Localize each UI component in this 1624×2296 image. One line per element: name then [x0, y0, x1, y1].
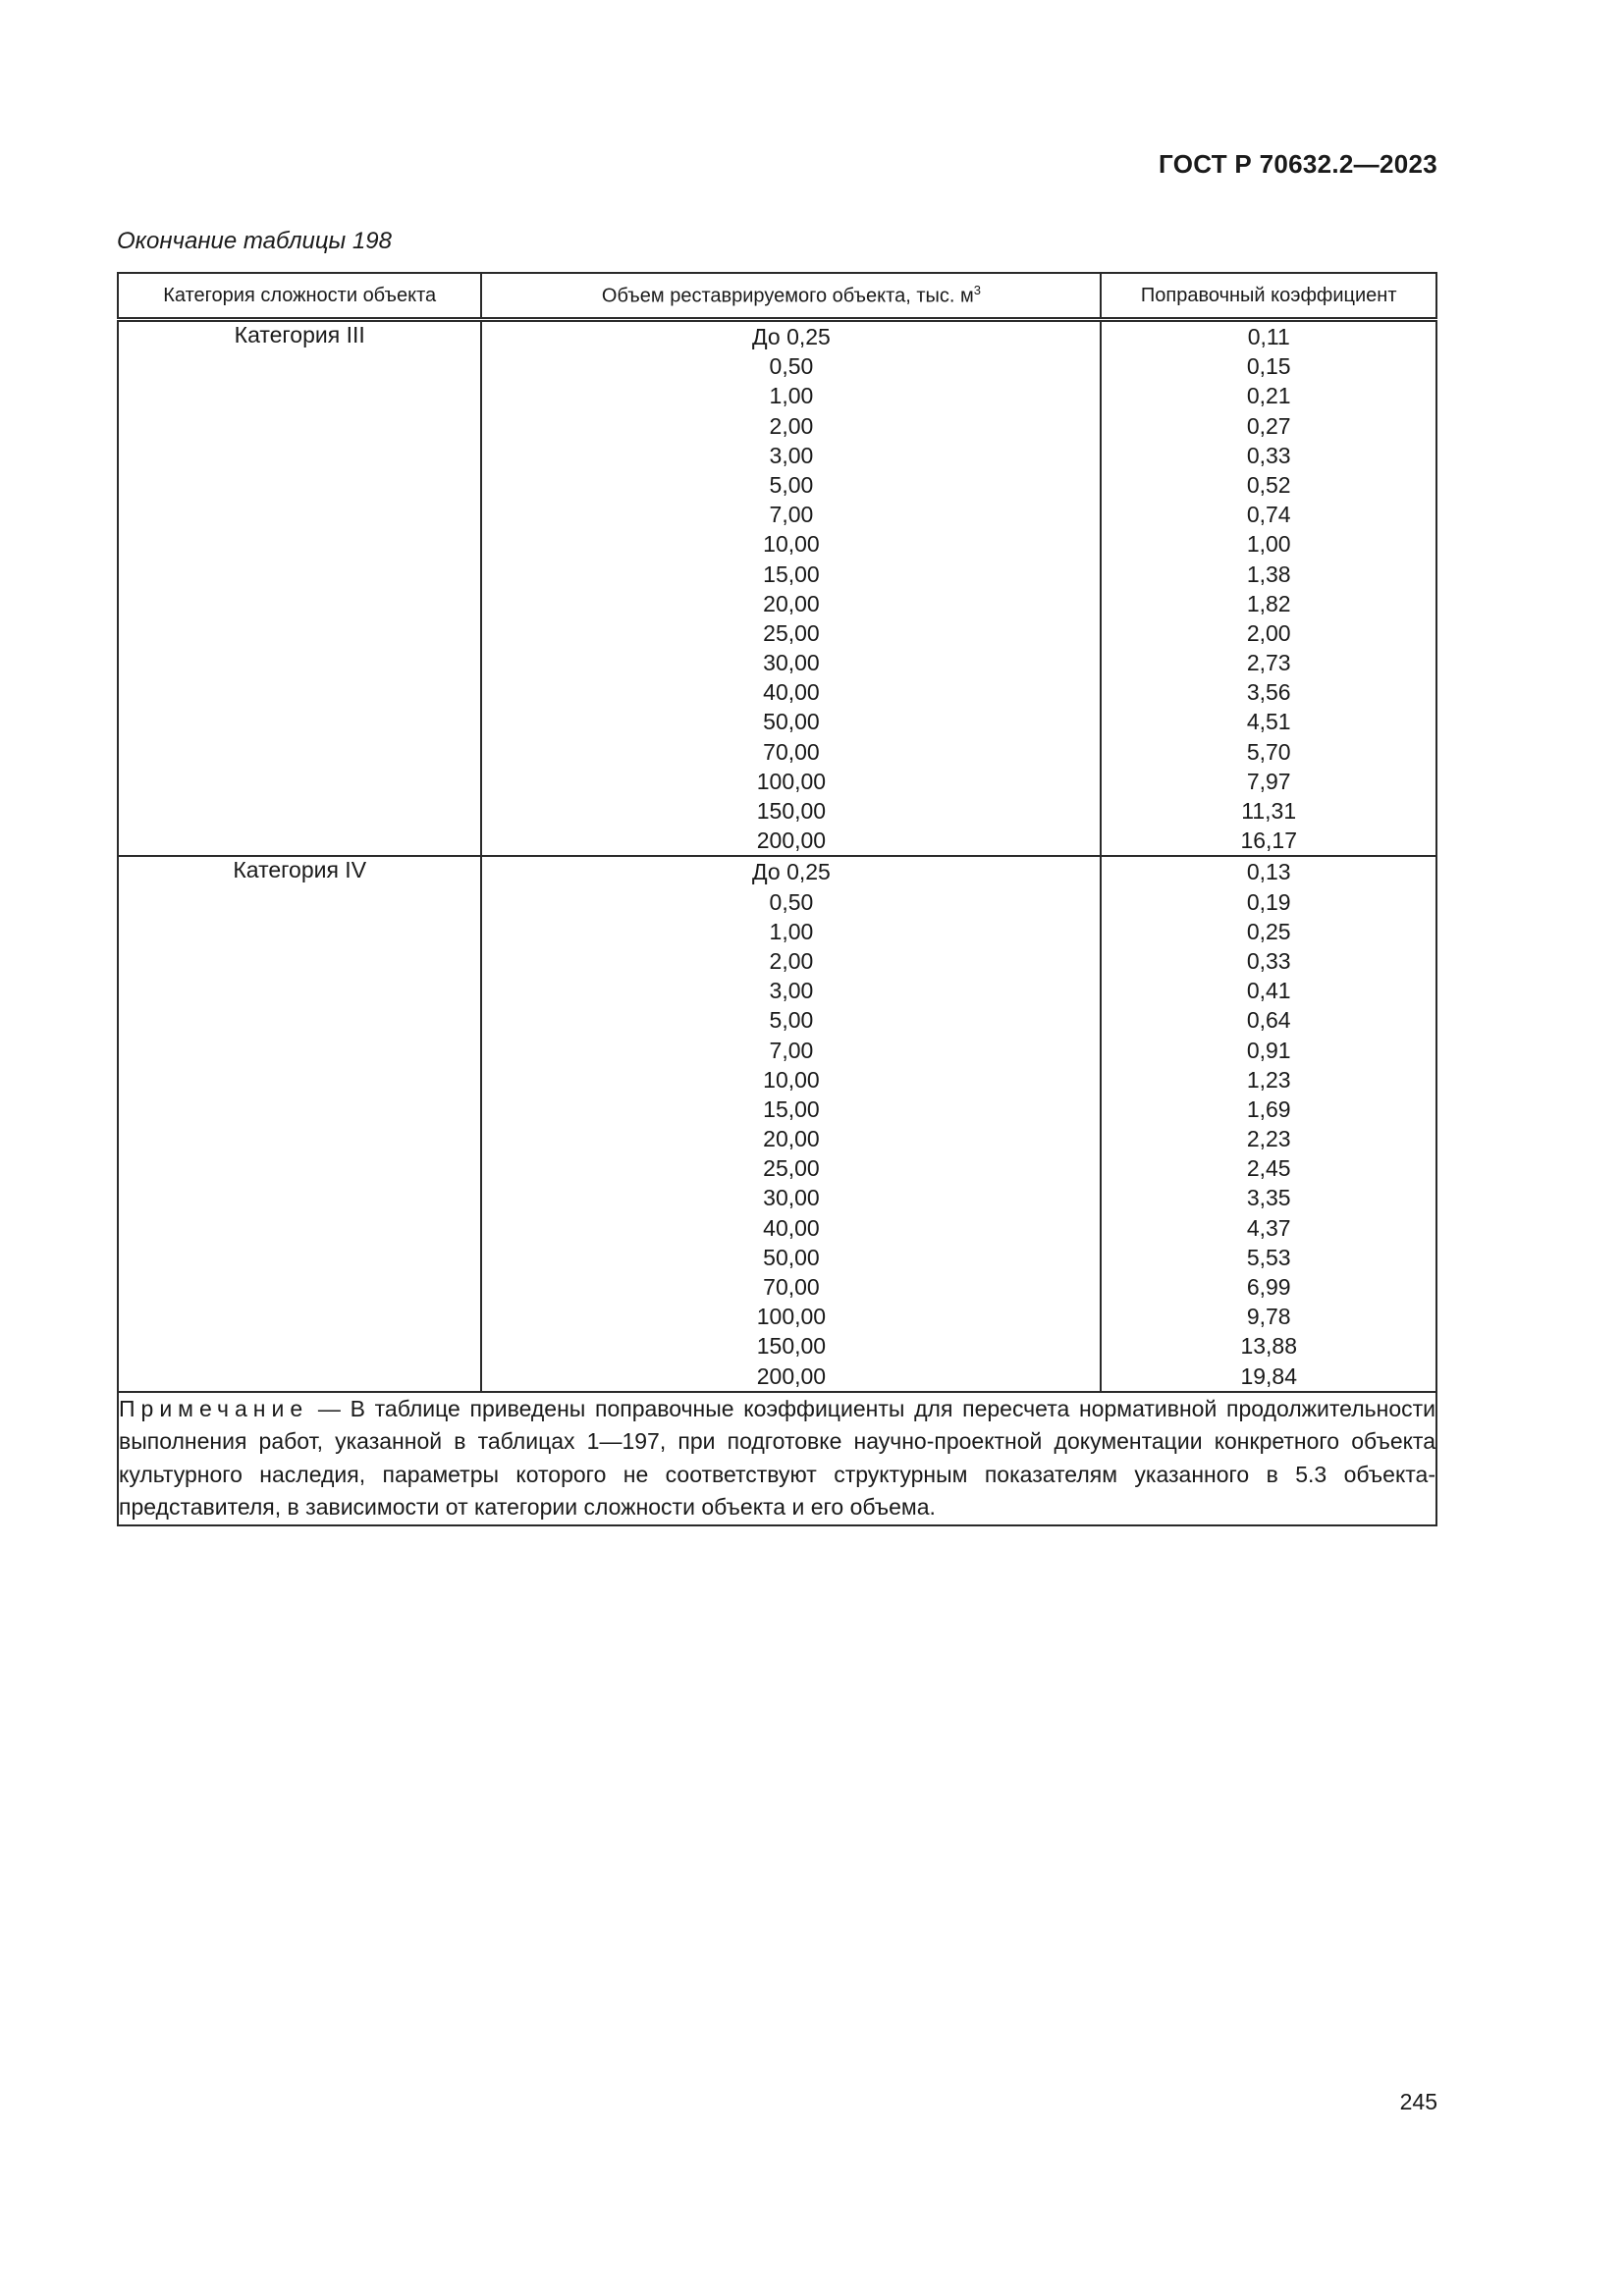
table-cell-value: 5,00: [769, 1007, 814, 1034]
note-text: — В таблице приведены поправочные коэффициенты для пересчета нормативной продолжительности выполнения работ, указанной в таблицах 1—197, при подготовке научно-проектной документации конкретного объекта культурного наследия, параметры которого не соответствуют структурным показателям указанного в 5.3 объекта-представителя, в зависимости от категории сложности объекта и его объема.: [119, 1395, 1435, 1521]
table-cell-value: 200,00: [756, 1362, 827, 1389]
table-cell-value: 4,37: [1246, 1214, 1291, 1241]
table-cell-value: 150,00: [756, 1333, 827, 1360]
coefficient-list: [1101, 320, 1436, 857]
table-cell-value: 40,00: [763, 1214, 820, 1241]
page-number: 245: [1399, 2089, 1437, 2114]
volume-list: [481, 856, 1101, 1391]
table-cell-value: 0,41: [1246, 978, 1291, 1004]
table-cell-value: 70,00: [763, 1274, 820, 1300]
header-category: Категория сложности объекта: [118, 273, 481, 320]
table-cell-value: 3,00: [769, 442, 814, 468]
table-cell-value: 25,00: [763, 1155, 820, 1182]
table-cell-value: 4,51: [1246, 709, 1291, 735]
table-cell-value: 3,00: [769, 978, 814, 1004]
table-cell-value: До 0,25: [752, 859, 831, 885]
table-cell-value: 0,33: [1246, 442, 1291, 468]
table-cell-value: 1,00: [769, 383, 814, 409]
table-cell-value: До 0,25: [752, 324, 831, 349]
table-cell-value: 10,00: [763, 531, 820, 558]
coefficient-table: [117, 272, 1437, 1526]
table-cell-value: 0,13: [1246, 859, 1291, 885]
document-code: ГОСТ Р 70632.2—2023: [1159, 149, 1437, 179]
table-cell-value: 15,00: [763, 561, 820, 587]
table-cell-value: 0,64: [1246, 1007, 1291, 1034]
table-cell-value: 7,00: [769, 1037, 814, 1063]
table-cell-value: 0,27: [1246, 412, 1291, 439]
volume-list: [481, 320, 1101, 857]
table-cell-value: 0,91: [1246, 1037, 1291, 1063]
table-cell-value: 16,17: [1240, 828, 1297, 854]
table-cell-value: 1,23: [1246, 1066, 1291, 1093]
table-row-category-3: [118, 320, 1436, 857]
table-cell-value: 0,52: [1246, 471, 1291, 498]
table-cell-value: 50,00: [763, 1244, 820, 1270]
table-cell-value: 5,70: [1246, 738, 1291, 765]
table-cell-value: 19,84: [1240, 1362, 1297, 1389]
table-cell-value: 1,00: [769, 918, 814, 944]
table-cell-value: 9,78: [1246, 1304, 1291, 1330]
table-cell-value: 0,15: [1246, 353, 1291, 380]
table-cell-value: 7,00: [769, 502, 814, 528]
table-cell-value: 100,00: [756, 768, 827, 794]
header-volume: Объем реставрируемого объекта, тыс. $м^3$: [481, 273, 1101, 320]
table-cell-value: 100,00: [756, 1304, 827, 1330]
table-cell-value: 0,19: [1246, 888, 1291, 915]
table-cell-value: 1,69: [1246, 1095, 1291, 1122]
table-note: [118, 1392, 1436, 1525]
coefficient-list: [1101, 856, 1436, 1391]
table-cell-value: 11,31: [1241, 798, 1297, 824]
table-cell-value: 70,00: [763, 738, 820, 765]
table-cell-value: 13,88: [1240, 1333, 1297, 1360]
table-cell-value: 0,74: [1246, 502, 1291, 528]
note-label: Примечание: [119, 1395, 309, 1421]
table-row-category-4: [118, 856, 1436, 1391]
table-cell-value: 5,00: [769, 471, 814, 498]
table-cell-value: 3,35: [1246, 1185, 1291, 1211]
table-cell-value: 2,00: [769, 947, 814, 974]
table-cell-value: 0,33: [1246, 947, 1291, 974]
table-cell-value: 10,00: [763, 1066, 820, 1093]
table-cell-value: 2,00: [769, 412, 814, 439]
table-cell-value: 0,21: [1246, 383, 1291, 409]
table-cell-value: 5,53: [1246, 1244, 1291, 1270]
volume-unit-superscript: 3: [973, 283, 981, 298]
table-cell-value: 0,50: [769, 353, 814, 380]
table-cell-value: 20,00: [763, 590, 820, 616]
table-note-row: [118, 1392, 1436, 1525]
table-cell-value: 2,00: [1246, 619, 1291, 646]
category-cell: Категория IV: [118, 856, 481, 1391]
category-cell: Категория III: [118, 320, 481, 857]
table-cell-value: 2,23: [1246, 1126, 1291, 1152]
table-cell-value: 0,25: [1246, 918, 1291, 944]
table-cell-value: 150,00: [756, 798, 827, 824]
table-cell-value: 2,45: [1246, 1155, 1291, 1182]
table-caption: Окончание таблицы 198: [117, 228, 392, 254]
table-cell-value: 25,00: [763, 619, 820, 646]
table-cell-value: 1,00: [1246, 531, 1291, 558]
table-cell-value: 3,56: [1246, 679, 1291, 706]
table-cell-value: 2,73: [1246, 650, 1291, 676]
table-cell-value: 30,00: [763, 650, 820, 676]
table-header-row: [118, 273, 1436, 320]
table-cell-value: 1,82: [1246, 590, 1291, 616]
table-cell-value: 30,00: [763, 1185, 820, 1211]
table-cell-value: 7,97: [1246, 768, 1291, 794]
table-cell-value: 20,00: [763, 1126, 820, 1152]
table-cell-value: 200,00: [756, 828, 827, 854]
table-cell-value: 6,99: [1246, 1274, 1291, 1300]
table-cell-value: 1,38: [1246, 561, 1291, 587]
table-cell-value: 0,50: [769, 888, 814, 915]
table-cell-value: 0,11: [1247, 324, 1290, 349]
table-cell-value: 15,00: [763, 1095, 820, 1122]
table-cell-value: 50,00: [763, 709, 820, 735]
header-coefficient: Поправочный коэффициент: [1101, 273, 1436, 320]
table-cell-value: 40,00: [763, 679, 820, 706]
